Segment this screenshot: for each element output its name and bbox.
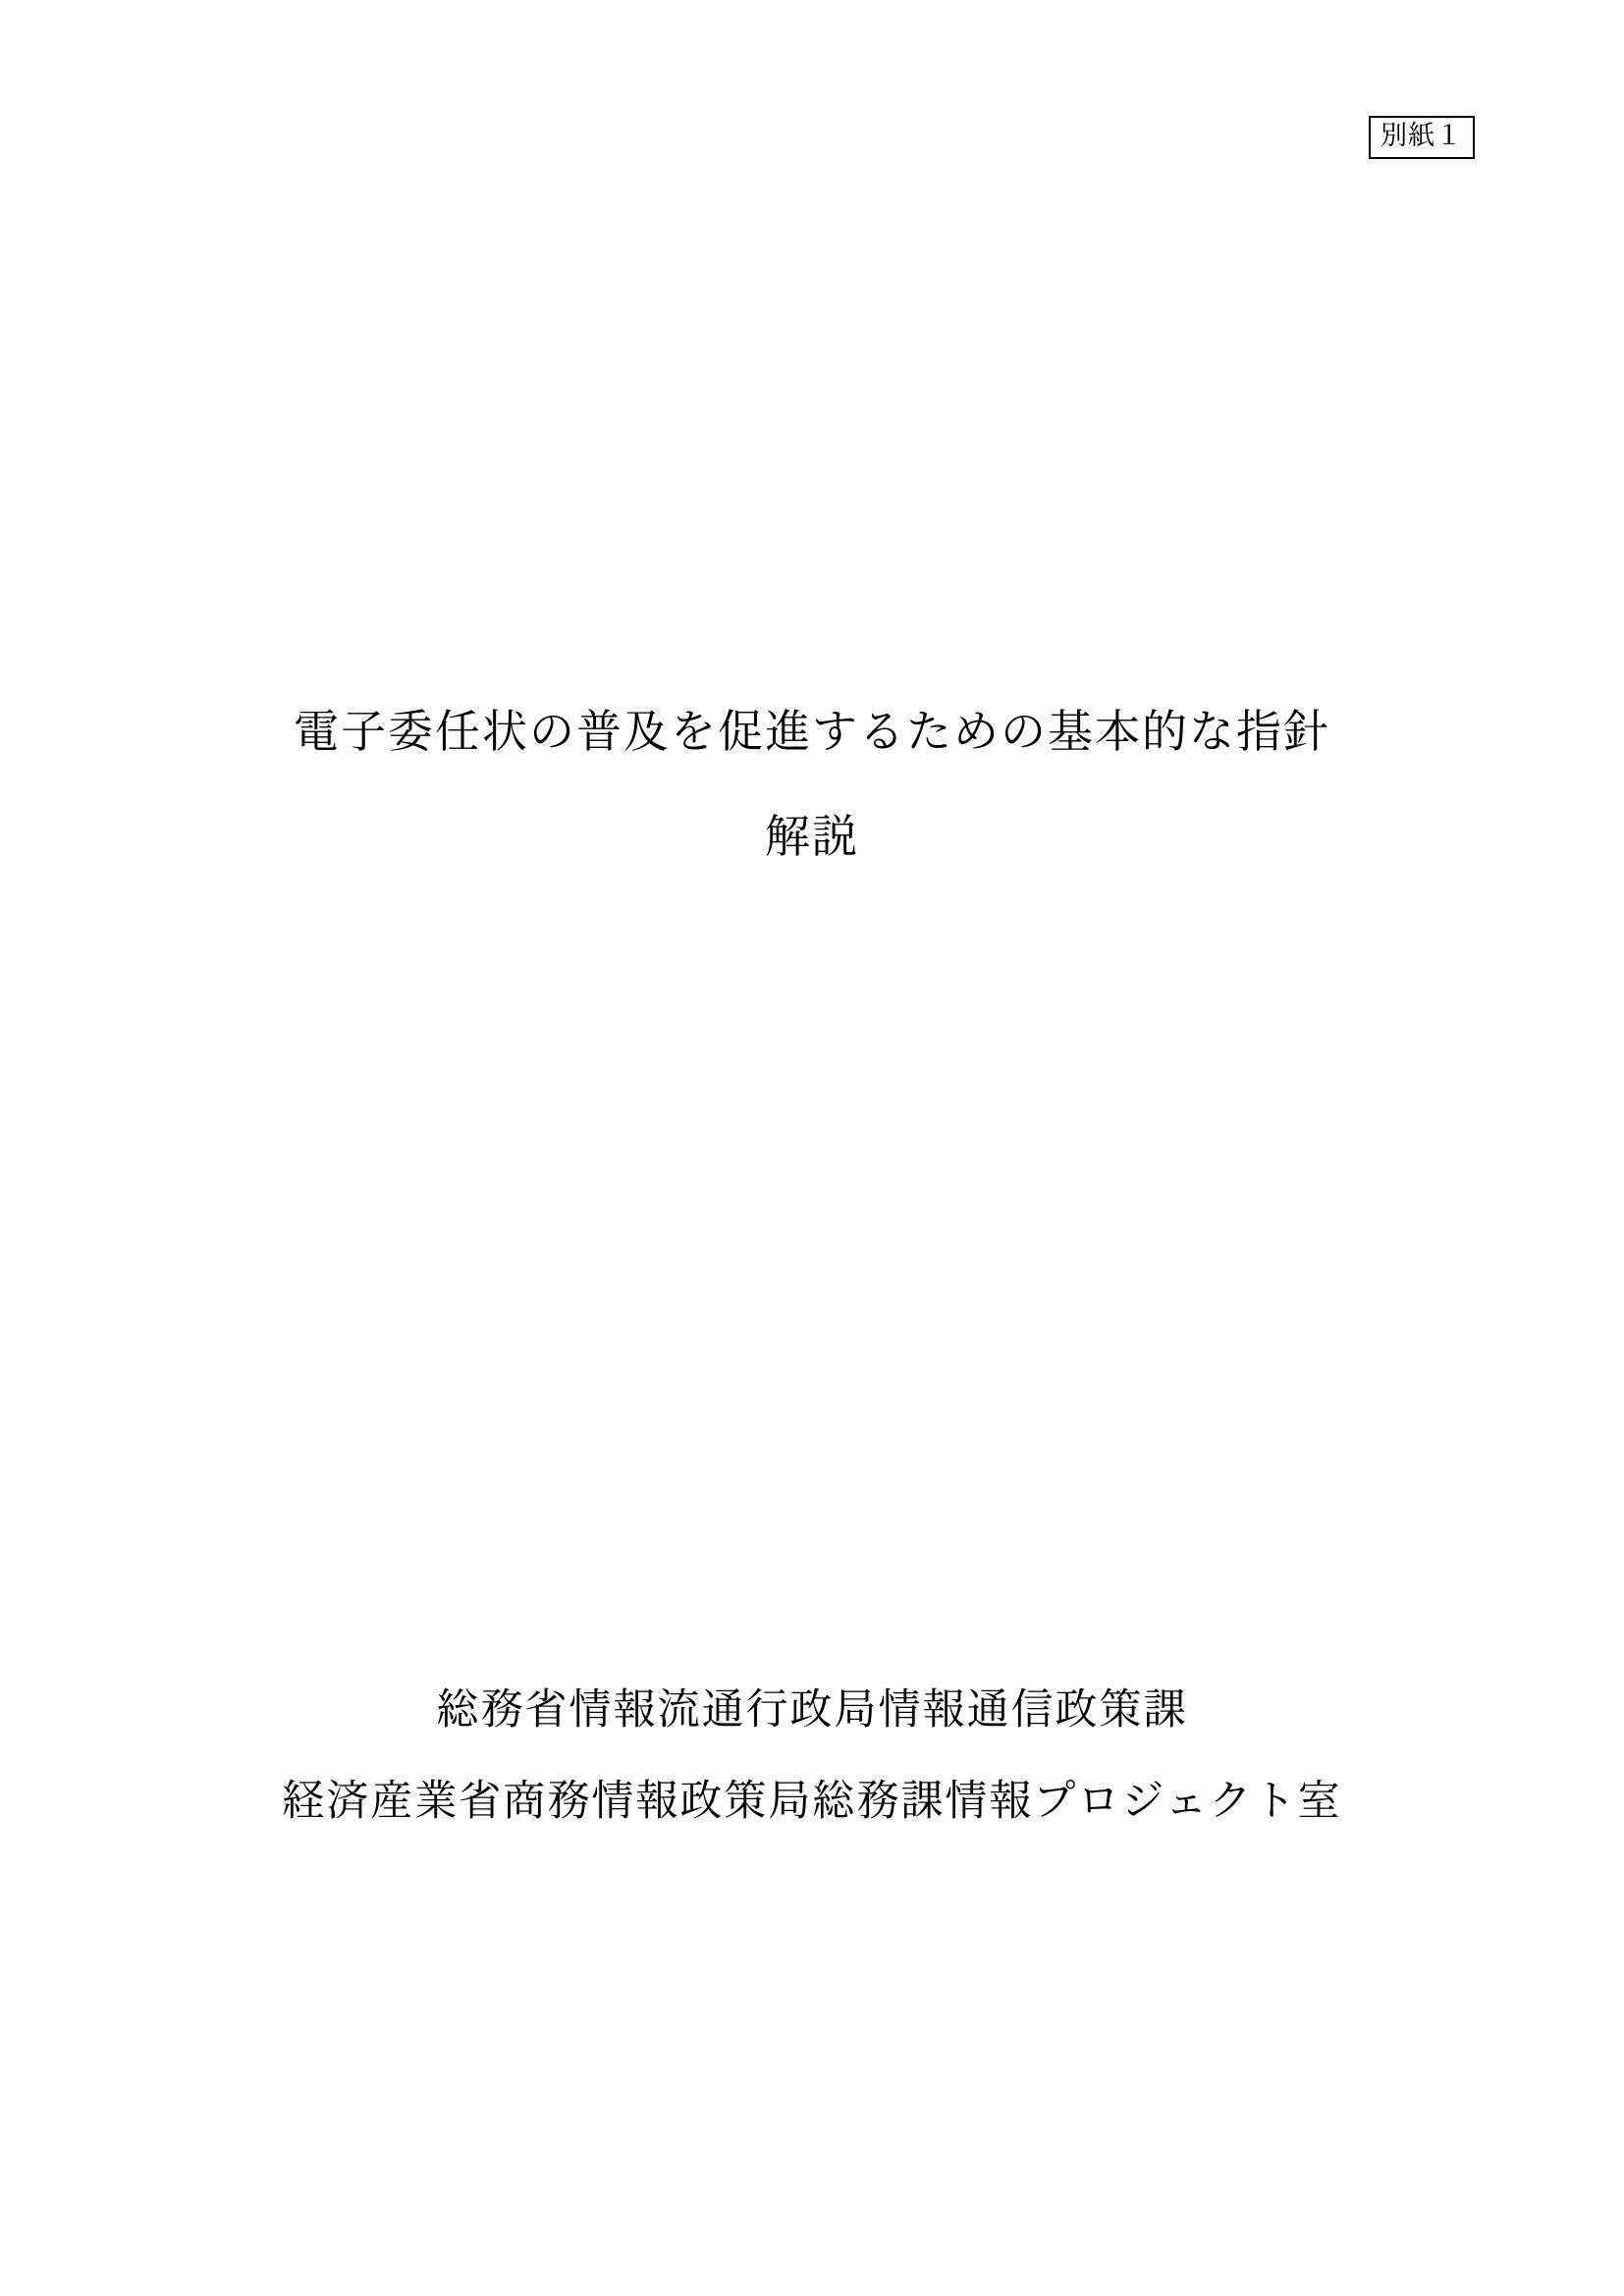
organization-line-1: 総務省情報流通行政局情報通信政策課 — [436, 1687, 1188, 1734]
title-block — [0, 697, 1624, 873]
attachment-label: 別紙１ — [1369, 116, 1475, 159]
document-title: 電子委任状の普及を促進するための基本的な指針 — [294, 707, 1330, 757]
organization-line-2: 経済産業省商務情報政策局総務課情報プロジェクト室 — [282, 1778, 1342, 1825]
organization-block — [0, 1679, 1624, 1835]
document-subtitle: 解説 — [765, 812, 859, 863]
